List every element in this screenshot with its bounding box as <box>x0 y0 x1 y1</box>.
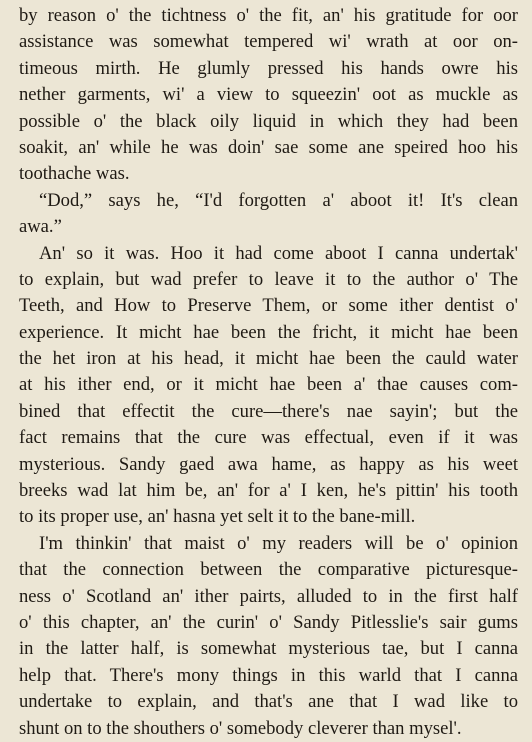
paragraph-3 <box>19 241 518 531</box>
paragraph-2 <box>19 188 518 241</box>
text-line: in the latter half, is somewhat mysterious tae, but I canna <box>19 638 518 660</box>
text-line: to explain, but wad prefer to leave it to the author o' The <box>19 268 518 290</box>
text-line: breeks wad lat him be, an' for a' I ken, he's pittin' his tooth <box>19 480 518 502</box>
text-line: toothache was. <box>19 163 130 185</box>
text-line: experience. It micht hae been the fricht, it micht hae been <box>19 321 518 343</box>
text-line: undertake to explain, and that's ane that I wad like to <box>19 691 518 713</box>
text-line: the het iron at his head, it micht hae been the cauld water <box>19 348 518 370</box>
text-line: “Dod,” says he, “I'd forgotten a' aboot it! It's clean <box>39 189 518 211</box>
text-line: Teeth, and How to Preserve Them, or some ither dentist o' <box>19 295 518 317</box>
text-line: to its proper use, an' hasna yet selt it to the bane-mill. <box>19 506 416 528</box>
text-line: soakit, an' while he was doin' sae some ane speired hoo his <box>19 136 518 158</box>
text-line: at his ither end, or it micht hae been a' thae causes com- <box>19 374 518 396</box>
text-line: bined that effectit the cure—there's nae sayin'; but the <box>19 400 518 422</box>
text-line: that the connection between the comparative picturesque- <box>19 559 518 581</box>
text-line: An' so it was. Hoo it had come aboot I canna undertak' <box>39 242 518 264</box>
text-line: fact remains that the cure was effectual, even if it was <box>19 427 518 449</box>
text-line: awa.” <box>19 216 62 238</box>
paragraph-4 <box>19 531 518 742</box>
text-line: possible o' the black oily liquid in which they had been <box>19 110 518 132</box>
text-line: help that. There's mony things in this warld that I canna <box>19 664 518 686</box>
text-line: nether garments, wi' a view to squeezin' oot as muckle as <box>19 84 518 106</box>
text-line: timeous mirth. He glumly pressed his hands owre his <box>19 57 518 79</box>
text-line: o' this chapter, an' the curin' o' Sandy Pitlesslie's sair gums <box>19 611 518 633</box>
text-line: shunt on to the shouthers o' somebody cleverer than mysel'. <box>19 717 462 739</box>
paragraph-1 <box>19 3 518 188</box>
text-line: ness o' Scotland an' ither pairts, alluded to in the first half <box>19 585 518 607</box>
text-line: by reason o' the tichtness o' the fit, an' his gratitude for oor <box>19 5 518 26</box>
text-line: assistance was somewhat tempered wi' wrath at oor on- <box>19 31 518 53</box>
text-line: I'm thinkin' that maist o' my readers will be o' opinion <box>39 532 518 554</box>
text-line: mysterious. Sandy gaed awa hame, as happy as his weet <box>19 453 518 475</box>
